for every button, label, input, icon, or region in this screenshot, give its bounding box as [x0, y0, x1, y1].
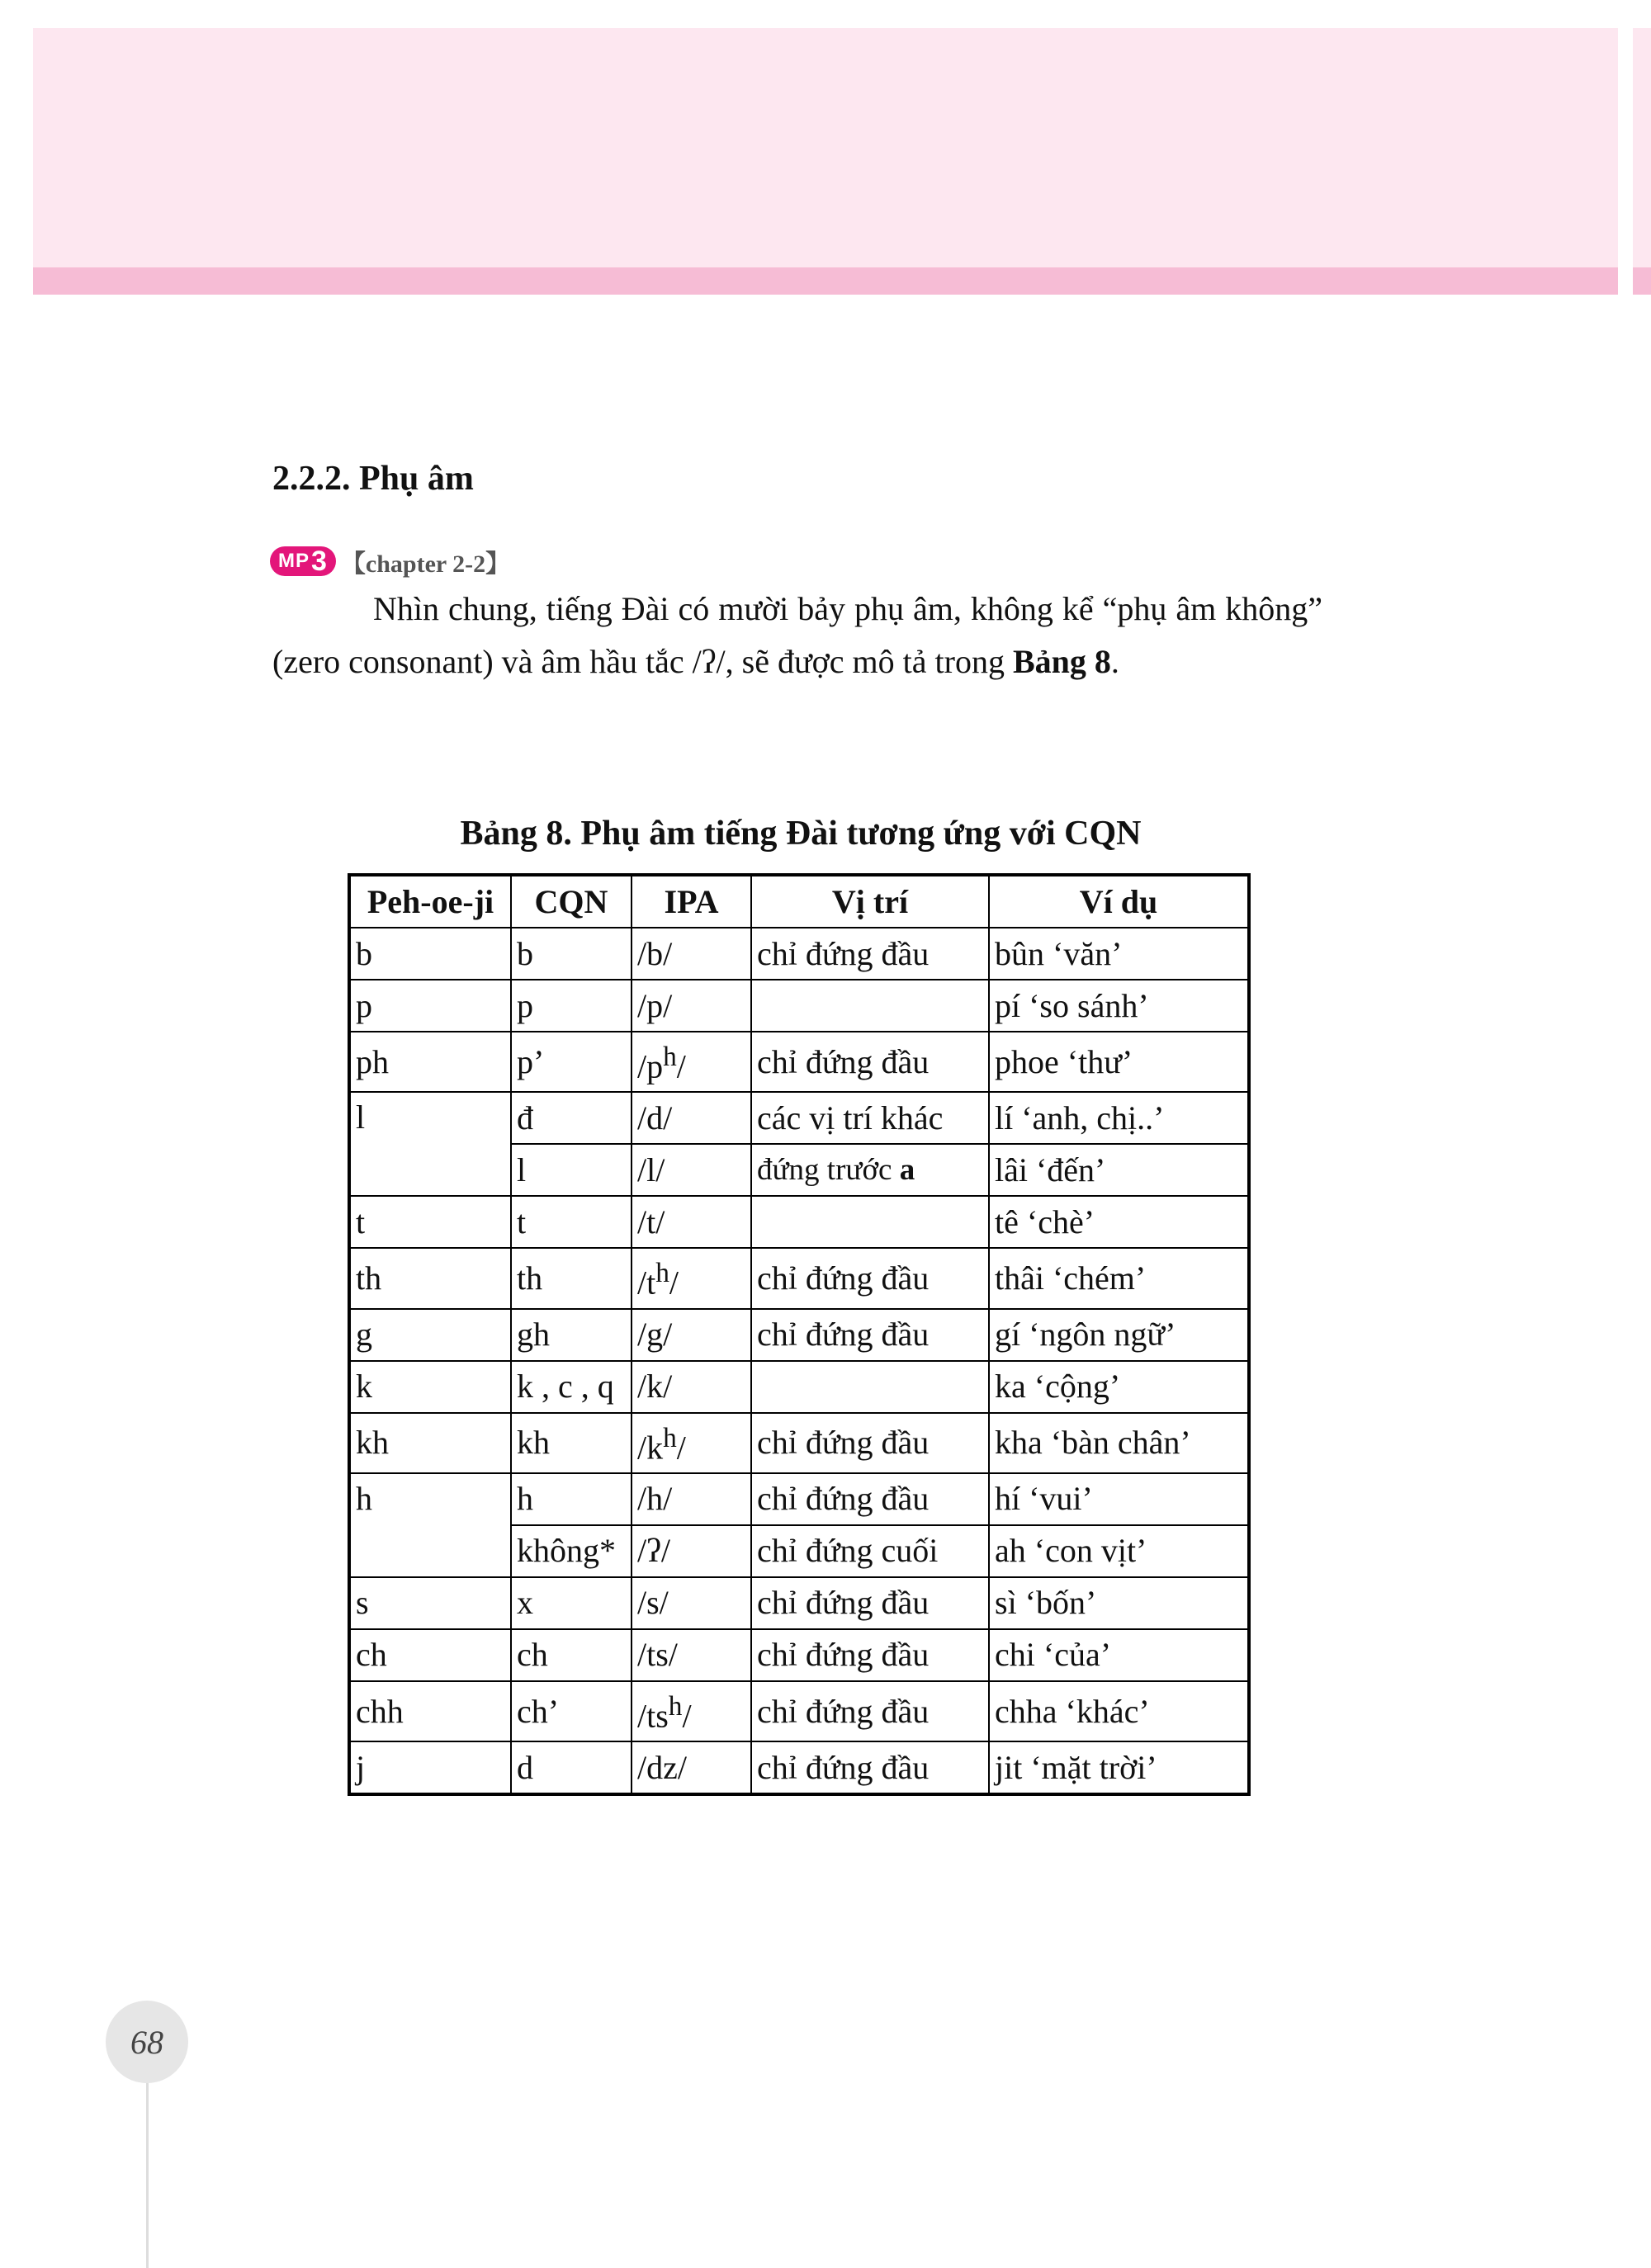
table-row — [349, 1577, 1249, 1629]
ipa-cell: /k/ — [632, 1361, 751, 1413]
cqn-cell: k , c , q — [511, 1361, 632, 1413]
position-cell: chỉ đứng đầu — [751, 1032, 989, 1092]
poj-cell: kh — [349, 1413, 511, 1473]
consonant-table — [348, 873, 1251, 1796]
ipa-cell: /s/ — [632, 1577, 751, 1629]
poj-cell: chh — [349, 1681, 511, 1741]
table-row — [349, 1361, 1249, 1413]
body-paragraph — [272, 583, 1322, 688]
paragraph-text: Nhìn chung, tiếng Đài có mười bảy phụ âm, không kể “phụ âm không” (zero consonant) và âm hầu tắc /ʔ/, sẽ được mô tả trong — [272, 590, 1322, 680]
table-row — [349, 1473, 1249, 1525]
example-cell: kha ‘bàn chân’ — [989, 1413, 1249, 1473]
ipa-cell: /ʔ/ — [632, 1525, 751, 1577]
example-cell: ka ‘cộng’ — [989, 1361, 1249, 1413]
ipa-cell — [632, 1248, 751, 1308]
cqn-cell: t — [511, 1196, 632, 1248]
ipa-cell — [632, 1681, 751, 1741]
cqn-cell: x — [511, 1577, 632, 1629]
example-cell: ah ‘con vịt’ — [989, 1525, 1249, 1577]
cqn-cell: gh — [511, 1309, 632, 1361]
audio-reference — [270, 541, 510, 582]
table-row — [349, 1309, 1249, 1361]
chapter-reference: 【chapter 2-2】 — [340, 550, 511, 578]
poj-cell: g — [349, 1309, 511, 1361]
example-cell: gí ‘ngôn ngữ’ — [989, 1309, 1249, 1361]
position-cell — [751, 980, 989, 1032]
poj-cell: ch — [349, 1629, 511, 1681]
ipa-aspiration: h — [668, 1690, 683, 1722]
position-cell: chỉ đứng đầu — [751, 1741, 989, 1794]
ipa-cell: /h/ — [632, 1473, 751, 1525]
cqn-cell: th — [511, 1248, 632, 1308]
ipa-end: / — [669, 1264, 679, 1302]
cqn-cell: không* — [511, 1525, 632, 1577]
ipa-cell: /ts/ — [632, 1629, 751, 1681]
ipa-cell: /g/ — [632, 1309, 751, 1361]
cqn-cell: p’ — [511, 1032, 632, 1092]
table-row — [349, 1413, 1249, 1473]
header-banner — [33, 28, 1618, 267]
table-row — [349, 1196, 1249, 1248]
position-cell: chỉ đứng đầu — [751, 1473, 989, 1525]
example-cell: chi ‘của’ — [989, 1629, 1249, 1681]
example-cell: jit ‘mặt trời’ — [989, 1741, 1249, 1794]
ipa-cell: /p/ — [632, 980, 751, 1032]
position-cell: chỉ đứng đầu — [751, 1413, 989, 1473]
table-row — [349, 980, 1249, 1032]
cqn-cell: đ — [511, 1092, 632, 1144]
header-banner-edge-strip — [1633, 267, 1651, 295]
table-row — [349, 1741, 1249, 1794]
ipa-end: / — [676, 1428, 686, 1466]
ipa-end: / — [676, 1047, 686, 1085]
header-banner-edge — [1633, 28, 1651, 295]
cqn-cell: ch — [511, 1629, 632, 1681]
poj-cell: j — [349, 1741, 511, 1794]
position-cell: chỉ đứng đầu — [751, 1309, 989, 1361]
ipa-aspiration: h — [663, 1042, 677, 1072]
ipa-cell: /dz/ — [632, 1741, 751, 1794]
position-cell — [751, 1361, 989, 1413]
poj-cell: k — [349, 1361, 511, 1413]
ipa-cell: /l/ — [632, 1144, 751, 1196]
mp3-badge-text: MP — [278, 550, 310, 572]
poj-cell: b — [349, 928, 511, 980]
header-banner-strip — [33, 267, 1618, 295]
cqn-cell: kh — [511, 1413, 632, 1473]
position-cell — [751, 1144, 989, 1196]
page-number-line — [146, 2083, 149, 2268]
position-cell: các vị trí khác — [751, 1092, 989, 1144]
poj-cell: ph — [349, 1032, 511, 1092]
position-cell: chỉ đứng đầu — [751, 1681, 989, 1741]
ipa-base: /t — [637, 1264, 656, 1302]
cqn-cell: d — [511, 1741, 632, 1794]
poj-cell: h — [349, 1473, 511, 1577]
table-row — [349, 1681, 1249, 1741]
example-cell: phoe ‘thư’ — [989, 1032, 1249, 1092]
position-text: đứng trước — [757, 1152, 900, 1187]
table-row — [349, 1092, 1249, 1144]
poj-cell: t — [349, 1196, 511, 1248]
poj-cell: p — [349, 980, 511, 1032]
example-cell: thâi ‘chém’ — [989, 1248, 1249, 1308]
mp3-badge-number: 3 — [311, 546, 328, 577]
position-cell — [751, 1196, 989, 1248]
ipa-aspiration: h — [663, 1422, 677, 1453]
cqn-cell: l — [511, 1144, 632, 1196]
ipa-cell: /d/ — [632, 1092, 751, 1144]
header-position: Vị trí — [751, 875, 989, 928]
example-cell: bûn ‘văn’ — [989, 928, 1249, 980]
section-title: 2.2.2. Phụ âm — [272, 460, 474, 498]
poj-cell: th — [349, 1248, 511, 1308]
cqn-cell: ch’ — [511, 1681, 632, 1741]
table-row — [349, 1629, 1249, 1681]
header-poj: Peh-oe-ji — [349, 875, 511, 928]
position-cell: chỉ đứng đầu — [751, 1577, 989, 1629]
header-example: Ví dụ — [989, 875, 1249, 928]
paragraph-end: . — [1110, 643, 1119, 680]
example-cell: lí ‘anh, chị..’ — [989, 1092, 1249, 1144]
poj-cell: l — [349, 1092, 511, 1196]
ipa-cell: /b/ — [632, 928, 751, 980]
header-cqn: CQN — [511, 875, 632, 928]
page-number: 68 — [106, 2001, 188, 2083]
ipa-cell: /t/ — [632, 1196, 751, 1248]
example-cell: chha ‘khác’ — [989, 1681, 1249, 1741]
ipa-end: / — [682, 1697, 692, 1735]
ipa-aspiration: h — [655, 1258, 669, 1289]
cqn-cell: p — [511, 980, 632, 1032]
table-row — [349, 1032, 1249, 1092]
table-header-row — [349, 875, 1249, 928]
poj-cell: s — [349, 1577, 511, 1629]
table-row — [349, 928, 1249, 980]
table-caption: Bảng 8. Phụ âm tiếng Đài tương ứng với CQN — [460, 815, 1142, 853]
example-cell: lâi ‘đến’ — [989, 1144, 1249, 1196]
table-reference: Bảng 8 — [1012, 643, 1111, 680]
mp3-icon[interactable] — [270, 546, 336, 576]
example-cell: hí ‘vui’ — [989, 1473, 1249, 1525]
ipa-cell — [632, 1413, 751, 1473]
cqn-cell: h — [511, 1473, 632, 1525]
position-cell: chỉ đứng đầu — [751, 1629, 989, 1681]
cqn-cell: b — [511, 928, 632, 980]
table-row — [349, 1248, 1249, 1308]
position-cell: chỉ đứng đầu — [751, 928, 989, 980]
position-bold: a — [899, 1152, 915, 1187]
example-cell: tê ‘chè’ — [989, 1196, 1249, 1248]
ipa-base: /ts — [637, 1697, 669, 1735]
position-cell: chỉ đứng đầu — [751, 1248, 989, 1308]
ipa-cell — [632, 1032, 751, 1092]
position-cell: chỉ đứng cuối — [751, 1525, 989, 1577]
example-cell: pí ‘so sánh’ — [989, 980, 1249, 1032]
header-ipa: IPA — [632, 875, 751, 928]
example-cell: sì ‘bốn’ — [989, 1577, 1249, 1629]
ipa-base: /k — [637, 1428, 664, 1466]
ipa-base: /p — [637, 1047, 664, 1085]
